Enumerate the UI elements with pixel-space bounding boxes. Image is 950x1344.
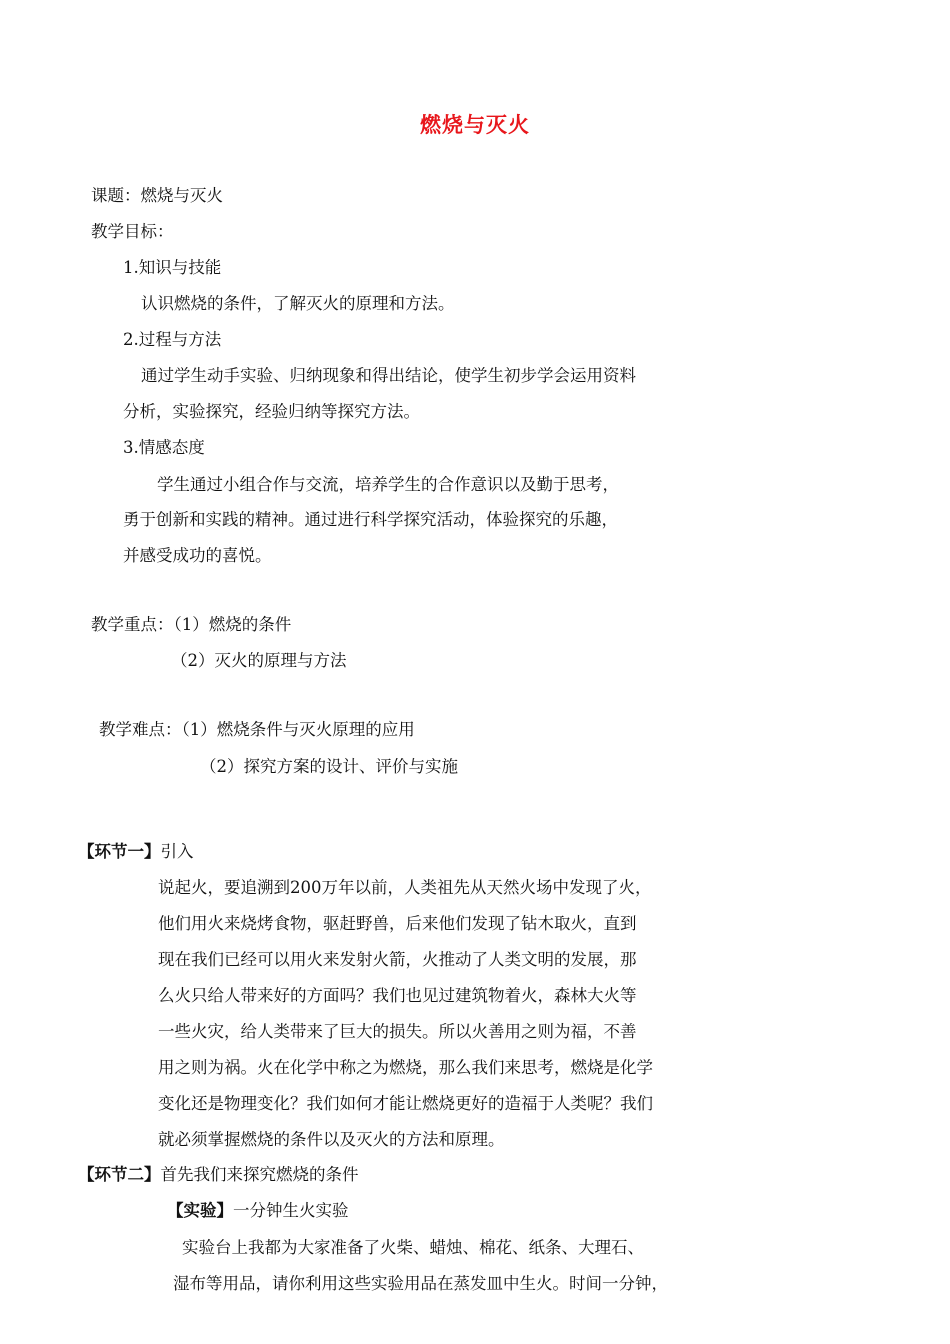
- section-2-title: 首先我们来探究燃烧的条件: [160, 1165, 359, 1184]
- section-1-title: 引入: [160, 842, 194, 861]
- section-1-line: 他们用火来烧烤食物，驱赶野兽，后来他们发现了钻木取火，直到: [158, 914, 637, 933]
- subject-line: 课题：燃烧与灭火: [91, 186, 223, 205]
- emotion-line-2: 勇于创新和实践的精神。通过进行科学探究活动，体验探究的乐趣，: [123, 510, 618, 529]
- section-1-line: 变化还是物理变化？我们如何才能让燃烧更好的造福于人类呢？我们: [158, 1094, 653, 1113]
- knowledge-heading: 1.知识与技能: [123, 258, 222, 277]
- difficulties-item-2: （2）探究方案的设计、评价与实施: [200, 757, 458, 776]
- section-2-line: 湿布等用品，请你利用这些实验用品在蒸发皿中生火。时间一分钟，: [173, 1274, 668, 1293]
- process-heading: 2.过程与方法: [123, 330, 222, 349]
- experiment-heading: [167, 1200, 349, 1222]
- document-title: 燃烧与灭火: [420, 113, 530, 137]
- difficulties-line: 教学难点：（1）燃烧条件与灭火原理的应用: [99, 720, 415, 739]
- objectives-heading: 教学目标：: [91, 222, 174, 241]
- section-2-line: 实验台上我都为大家准备了火柴、蜡烛、棉花、纸条、大理石、: [182, 1238, 644, 1257]
- key-points-item-2: （2）灭火的原理与方法: [171, 651, 347, 670]
- knowledge-text: 认识燃烧的条件，了解灭火的原理和方法。: [141, 294, 455, 313]
- section-1-line: 用之则为祸。火在化学中称之为燃烧，那么我们来思考，燃烧是化学: [158, 1058, 653, 1077]
- section-1-line: 说起火，要追溯到200万年以前，人类祖先从天然火场中发现了火，: [158, 878, 652, 897]
- section-1-line: 就必须掌握燃烧的条件以及灭火的方法和原理。: [158, 1130, 505, 1149]
- process-line-2: 分析，实验探究，经验归纳等探究方法。: [123, 402, 420, 421]
- process-line-1: 通过学生动手实验、归纳现象和得出结论，使学生初步学会运用资料: [141, 366, 636, 385]
- section-1-line: 么火只给人带来好的方面吗？我们也见过建筑物着火，森林大火等: [158, 986, 637, 1005]
- emotion-line-3: 并感受成功的喜悦。: [123, 546, 272, 565]
- key-points-line: 教学重点：（1）燃烧的条件: [91, 615, 292, 634]
- section-1-line: 一些火灾，给人类带来了巨大的损失。所以火善用之则为福，不善: [158, 1022, 637, 1041]
- emotion-heading: 3.情感态度: [123, 438, 205, 457]
- emotion-line-1: 学生通过小组合作与交流，培养学生的合作意识以及勤于思考，: [157, 475, 619, 494]
- section-1-heading: [78, 841, 194, 863]
- experiment-label: 【实验】: [167, 1201, 233, 1220]
- section-2-heading: [78, 1164, 359, 1186]
- section-2-label: 【环节二】: [78, 1165, 161, 1184]
- section-1-label: 【环节一】: [78, 842, 161, 861]
- experiment-title: 一分钟生火实验: [233, 1201, 349, 1220]
- section-1-line: 现在我们已经可以用火来发射火箭，火推动了人类文明的发展，那: [158, 950, 637, 969]
